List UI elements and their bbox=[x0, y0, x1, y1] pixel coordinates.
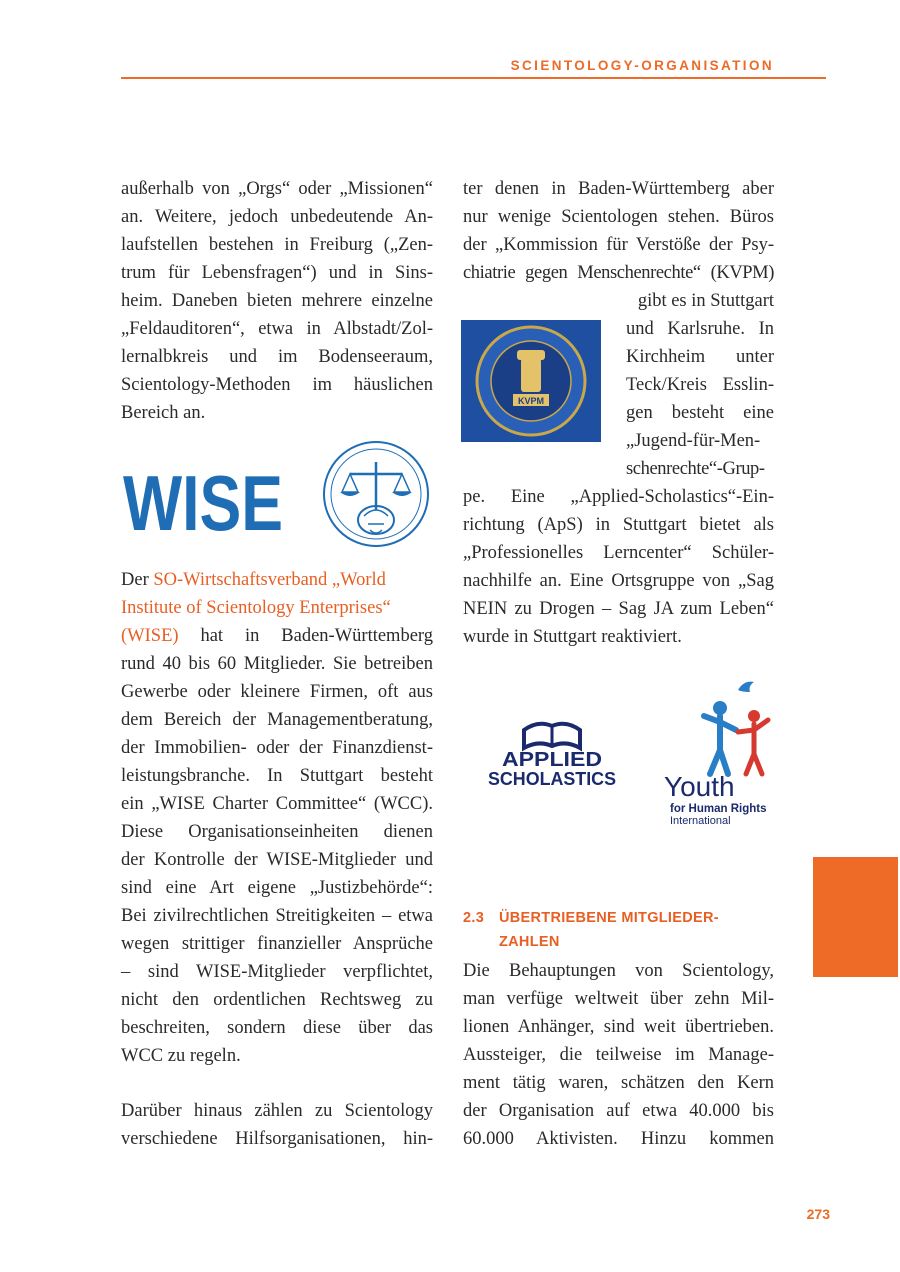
text-line: der „Kommission für Verstöße der Psy- bbox=[463, 235, 774, 255]
text-line: der Organisation auf etwa 40.000 bis bbox=[463, 1101, 774, 1121]
youth-for-human-rights-logo bbox=[658, 670, 798, 830]
text-line: nur wenige Scientologen stehen. Büros bbox=[463, 207, 774, 227]
text-line bbox=[121, 622, 433, 650]
left-column-para2 bbox=[121, 566, 433, 1070]
text-line: NEIN zu Drogen – Sag JA zum Leben“ bbox=[463, 599, 774, 619]
header-rule bbox=[121, 77, 826, 79]
text-line: Die Behauptungen von Scientology, bbox=[463, 961, 774, 981]
text-line: Gewerbe oder kleinere Firmen, oft aus bbox=[121, 682, 433, 702]
text-line: lernalbkreis und im Bodenseeraum, bbox=[121, 347, 433, 367]
text-line: nachhilfe an. Eine Ortsgruppe von „Sag bbox=[463, 571, 774, 591]
text-line: verschiedene Hilfsorganisationen, hin- bbox=[121, 1129, 433, 1149]
text-line: an. Weitere, jedoch unbedeutende An- bbox=[121, 207, 433, 227]
left-column-para3 bbox=[121, 1097, 433, 1153]
chapter-side-tab bbox=[813, 857, 898, 977]
section-number: 2.3 bbox=[463, 910, 485, 926]
text-line: heim. Daneben bieten mehrere einzelne bbox=[121, 291, 433, 311]
highlight-text: Institute of Scientology Enterprises“ bbox=[121, 598, 391, 618]
text-line: nicht den ordentlichen Rechtsweg zu bbox=[121, 990, 433, 1010]
text-line: chiatrie gegen Menschenrechte“ (KVPM) bbox=[463, 263, 774, 283]
text-line: Darüber hinaus zählen zu Scientology bbox=[121, 1101, 433, 1121]
kvpm-logo bbox=[461, 320, 601, 442]
right-column-para1-bottom bbox=[463, 483, 774, 651]
text-line: man verfüge weltweit über zehn Mil- bbox=[463, 989, 774, 1009]
text-line: gibt es in Stuttgart bbox=[637, 291, 774, 311]
page-number: 273 bbox=[806, 1206, 830, 1222]
text-line: ter denen in Baden-Württemberg aber bbox=[463, 179, 774, 199]
applied-text: APPLIED bbox=[502, 749, 602, 771]
text-line: Bei zivilrechtlichen Streitigkeiten – etwa bbox=[121, 906, 433, 926]
text-line: „Feldauditoren“, etwa in Albstadt/Zol- bbox=[121, 319, 433, 339]
applied-scholastics-logo bbox=[480, 700, 625, 795]
text-line: lionen Anhänger, sind weit übertrieben. bbox=[463, 1017, 774, 1037]
youth-text: Youth bbox=[664, 771, 735, 802]
section-title-continued: ZAHLEN bbox=[499, 934, 560, 950]
text-fragment: Der bbox=[121, 570, 154, 590]
text-line: wurde in Stuttgart reaktiviert. bbox=[463, 627, 682, 647]
scales-seal-logo bbox=[320, 440, 432, 548]
text-line: „Professionelles Lerncenter“ Schüler- bbox=[463, 543, 774, 563]
text-line: 60.000 Aktivisten. Hinzu kommen bbox=[463, 1129, 774, 1149]
section-heading bbox=[463, 906, 774, 954]
text-line: gen besteht eine bbox=[626, 403, 774, 423]
highlight-text: (WISE) bbox=[121, 626, 179, 646]
text-line: rund 40 bis 60 Mitglieder. Sie betreiben bbox=[121, 654, 433, 674]
text-line: – sind WISE-Mitglieder verpflichtet, bbox=[121, 962, 433, 982]
section-heading-line1 bbox=[463, 906, 774, 930]
text-line: Bereich an. bbox=[121, 403, 206, 423]
text-line: Scientology-Methoden im häuslichen bbox=[121, 375, 433, 395]
text-line: schenrechte“-Grup- bbox=[626, 459, 765, 479]
text-line: dem Bereich der Managementberatung, bbox=[121, 710, 433, 730]
scholastics-text: SCHOLASTICS bbox=[488, 769, 616, 789]
text-line: „Jugend-für-Men- bbox=[626, 431, 761, 451]
text-line: Kirchheim unter bbox=[626, 347, 774, 367]
running-header: SCIENTOLOGY-ORGANISATION bbox=[510, 58, 774, 73]
right-column-para1-top bbox=[463, 175, 774, 287]
text-line: ein „WISE Charter Committee“ (WCC). bbox=[121, 794, 433, 814]
kvpm-logo-text: KVPM bbox=[517, 396, 545, 406]
section-title: ÜBERTRIEBENE MITGLIEDER- bbox=[499, 910, 719, 926]
text-line: der Immobilien- oder der Finanzdienst- bbox=[121, 738, 433, 758]
text-fragment: hat in Baden-Württemberg bbox=[178, 626, 433, 646]
text-line: wegen strittiger finanzieller Ansprüche bbox=[121, 934, 433, 954]
wise-logo bbox=[121, 452, 286, 547]
highlight-text: SO-Wirtschaftsverband „World bbox=[153, 570, 386, 590]
text-line: und Karlsruhe. In bbox=[626, 319, 774, 339]
text-line: WCC zu regeln. bbox=[121, 1046, 241, 1066]
youth-subtitle-text: for Human Rights bbox=[670, 803, 767, 815]
right-column-para2 bbox=[463, 957, 774, 1153]
text-line: ment tätig waren, schätzen den Kern bbox=[463, 1073, 774, 1093]
wise-logo-text: WISE bbox=[123, 459, 283, 547]
text-line: sind eine Art eigene „Justizbehörde“: bbox=[121, 878, 433, 898]
left-column-para1 bbox=[121, 175, 433, 427]
text-line: pe. Eine „Applied-Scholastics“-Ein- bbox=[463, 487, 774, 507]
text-line: leistungsbranche. In Stuttgart besteht bbox=[121, 766, 433, 786]
text-line: laufstellen bestehen in Freiburg („Zen- bbox=[121, 235, 433, 255]
right-column-para1-wrap bbox=[626, 287, 774, 483]
text-line: richtung (ApS) in Stuttgart bietet als bbox=[463, 515, 774, 535]
text-line: Aussteiger, die teilweise im Manage- bbox=[463, 1045, 774, 1065]
text-line bbox=[121, 566, 433, 594]
text-line: Diese Organisationseinheiten dienen bbox=[121, 822, 433, 842]
text-line: außerhalb von „Orgs“ oder „Missionen“ bbox=[121, 179, 433, 199]
text-line: der Kontrolle der WISE-Mitglieder und bbox=[121, 850, 433, 870]
text-line: Teck/Kreis Esslin- bbox=[626, 375, 774, 395]
text-line: beschreiten, sondern diese über das bbox=[121, 1018, 433, 1038]
text-line: trum für Lebensfragen“) und in Sins- bbox=[121, 263, 433, 283]
youth-international-text: International bbox=[670, 815, 731, 827]
